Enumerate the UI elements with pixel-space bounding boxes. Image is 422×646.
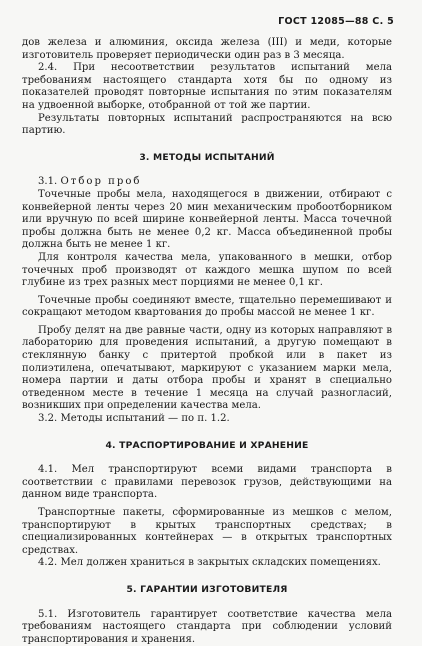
section-heading-3: 3. МЕТОДЫ ИСПЫТАНИЙ [139, 151, 275, 163]
running-head: ГОСТ 12085—88 С. 5 [278, 16, 394, 27]
subsection-number: 3.1. [38, 176, 58, 188]
paragraph: Результаты повторных испытаний распространяются на всю партию. [22, 112, 392, 137]
paragraph: Точечные пробы соединяют вместе, тщательно перемешивают и сокращают методом квартования до пробы массой не менее 1 кг. [22, 294, 392, 319]
subsection-heading [22, 176, 392, 189]
subsection-title: Отбор проб [60, 176, 142, 188]
paragraph: 4.2. Мел должен храниться в закрытых складских помещениях. [38, 557, 381, 569]
paragraph: Точечные пробы мела, находящегося в движении, отбирают с конвейерной ленты через 20 мин механическим пробоотборником или вручную по всей ширине конвейерной ленты. Масса точечной пробы должна быть не менее 0,2 кг. Масса объединенной пробы должна быть не менее 1 кг. [22, 188, 392, 251]
paragraph: 3.2. Методы испытаний — по п. 1.2. [38, 413, 230, 425]
paragraph: дов железа и алюминия, оксида железа (III) и меди, которые изготовитель проверяет периодически один раз в 3 месяца. [22, 37, 392, 61]
paragraph: Транспортные пакеты, сформированные из мешков с мелом, транспортируют в крытых транспортных средствах; в специализированных контейнерах — в открытых транспортных средствах. [22, 507, 392, 556]
section-heading-4: 4. ТРАСПОРТИРОВАНИЕ И ХРАНЕНИЕ [105, 439, 309, 451]
paragraph: Пробу делят на две равные части, одну из которых направляют в лабораторию для проведения испытаний, а другую помещают в стеклянную банку с притертой пробкой или в пакет из полиэтилена, опечатывают, маркируют с указанием марки мела, номера партии и даты отбора пробы и хранят в специально отведенном месте в течение 1 месяца на случай разногласий, возникших при определении качества мела. [22, 324, 392, 412]
page-content [22, 37, 392, 646]
paragraph: 4.1. Мел транспортируют всеми видами транспорта в соответствии с правилами перевозок грузов, действующими на данном виде транспорта. [22, 464, 392, 501]
section-heading-5: 5. ГАРАНТИИ ИЗГОТОВИТЕЛЯ [126, 583, 288, 595]
paragraph: Для контроля качества мела, упакованного в мешки, отбор точечных проб производят от каждого мешка шупом по всей глубине из трех разных мест порциями не менее 0,1 кг. [22, 251, 392, 289]
paragraph: 5.1. Изготовитель гарантирует соответствие качества мела требованиям настоящего стандарта при соблюдении условий транспортирования и хранения. [22, 608, 392, 645]
paragraph: 2.4. При несоответствии результатов испытаний мела требованиям настоящего стандарта хотя бы по одному из показателей проводят повторные испытания по этим показателям на удвоенной выборке, отобранной от той же партии. [22, 62, 392, 111]
